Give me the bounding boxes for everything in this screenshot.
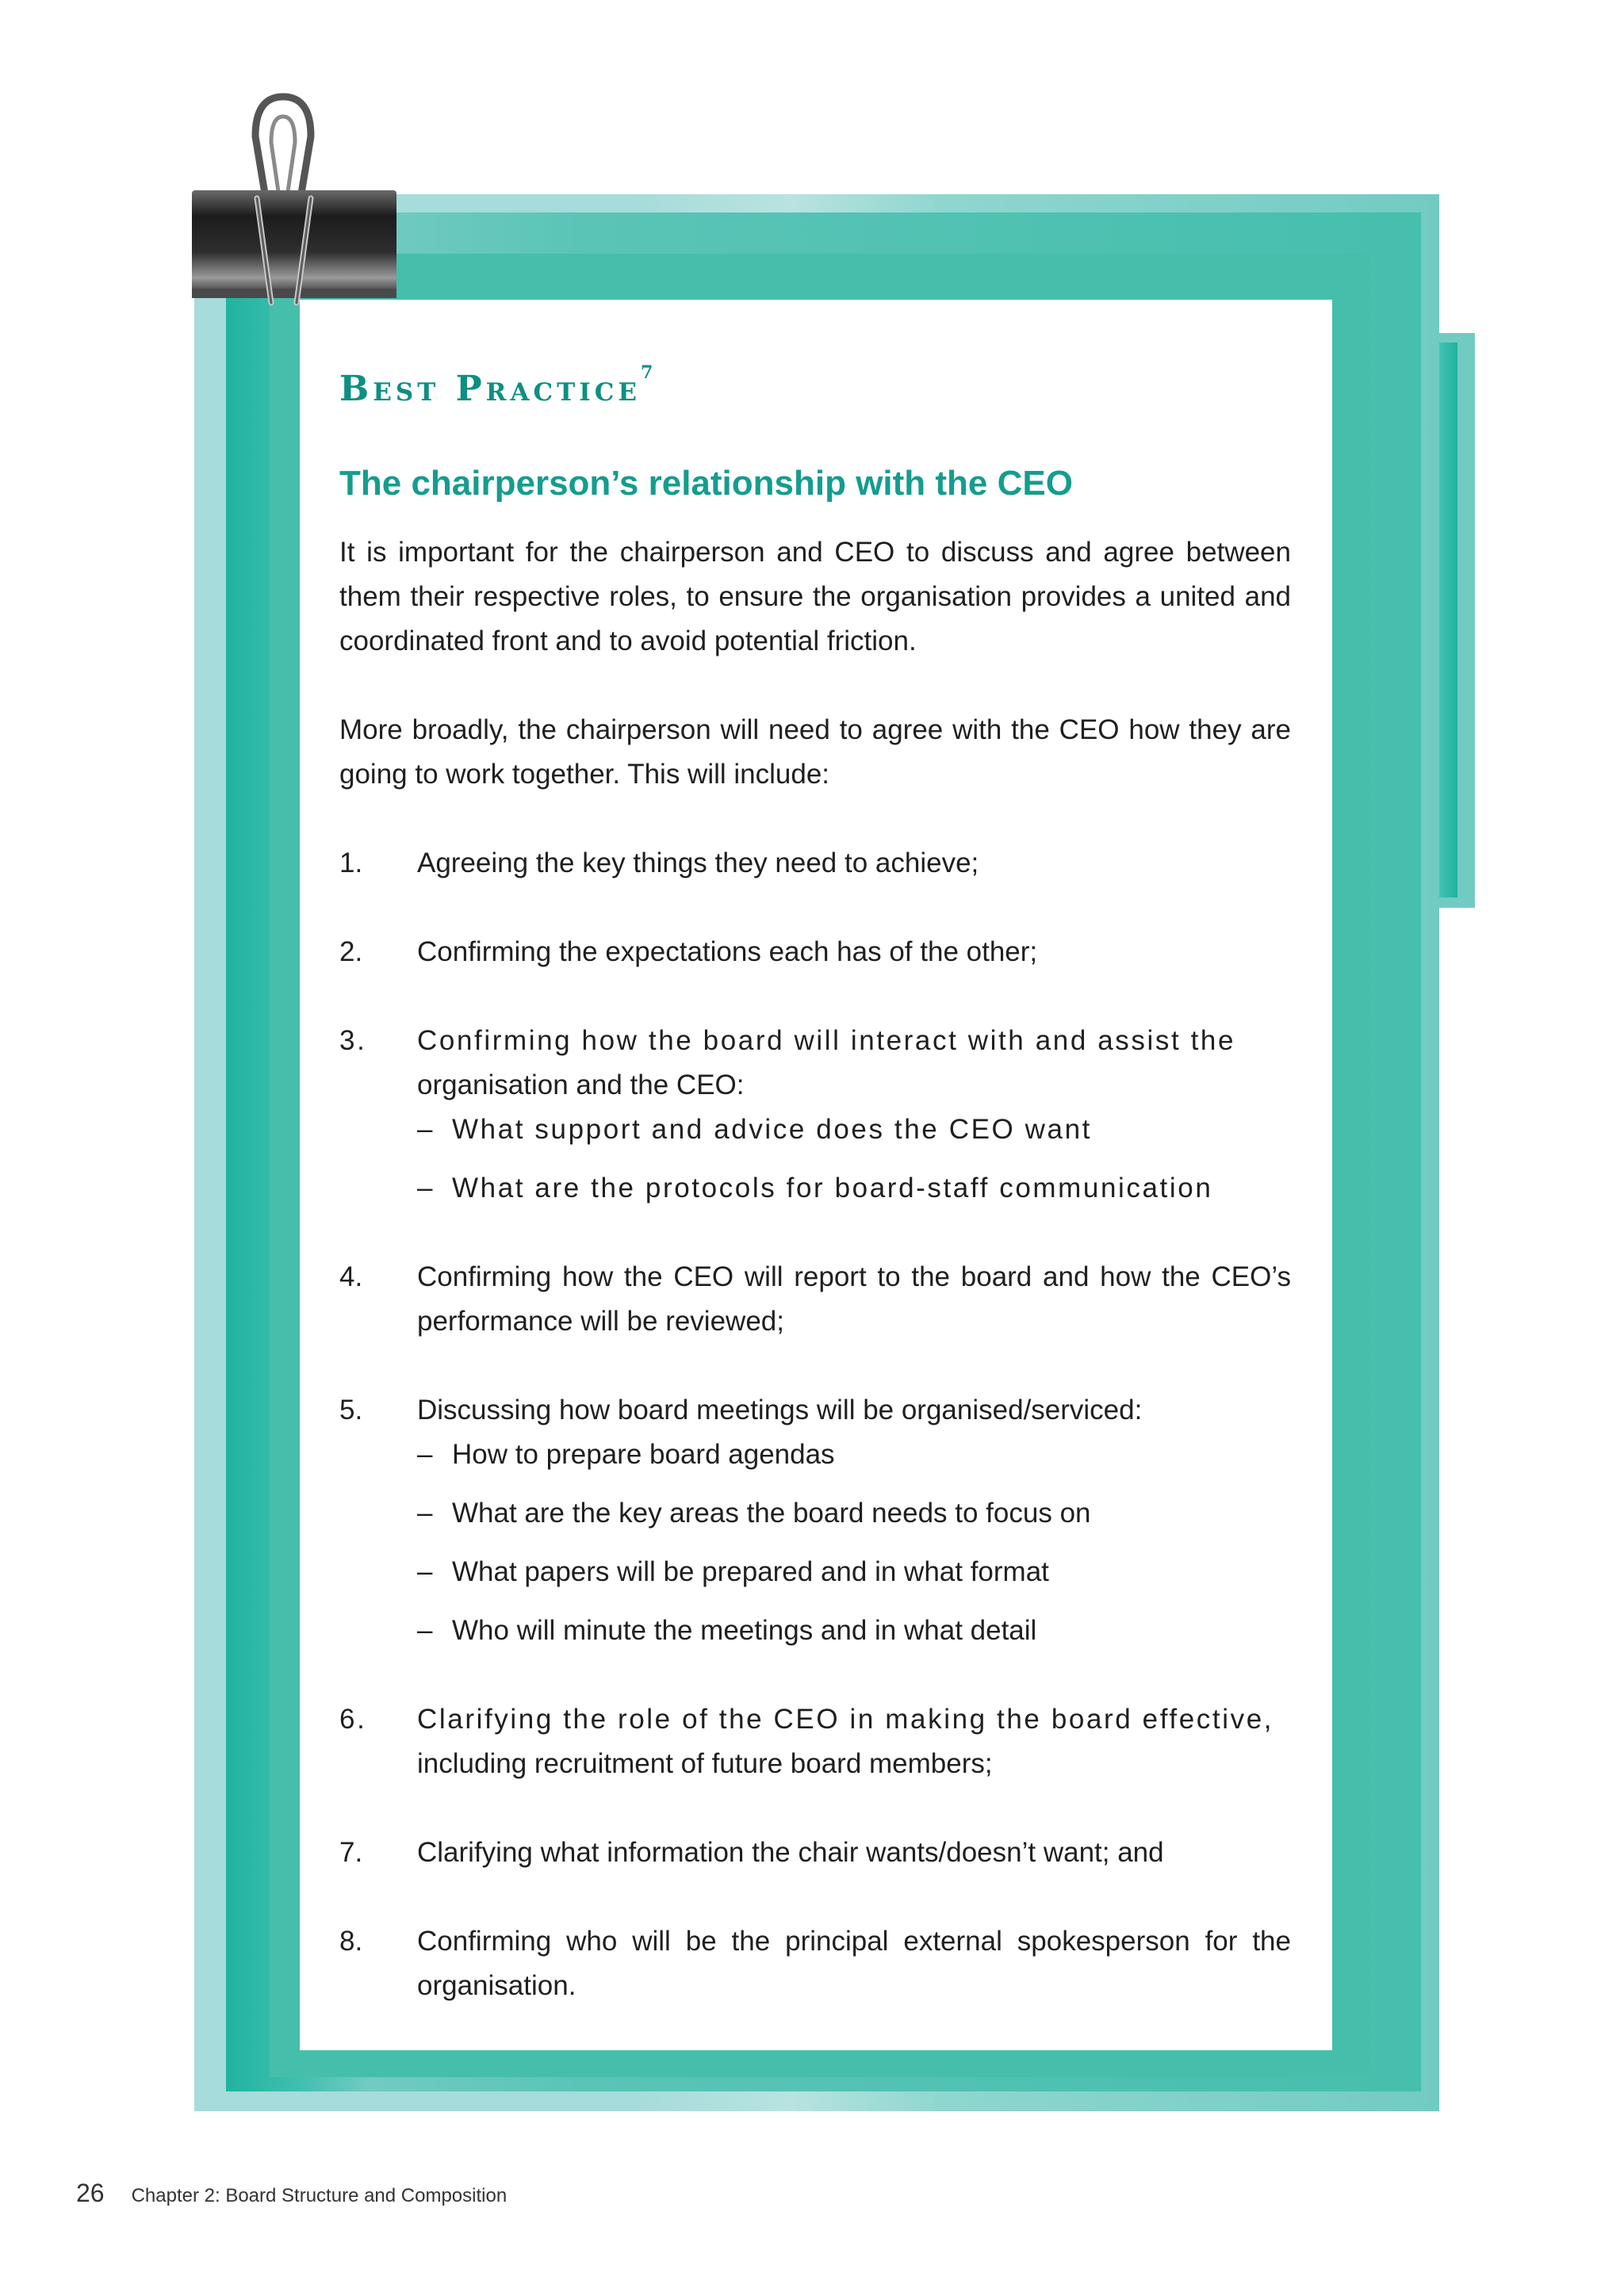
list-number: 8. <box>339 1926 363 1957</box>
heading-text: Best Practice <box>339 369 642 409</box>
list-text: Confirming the expectations each has of the other; <box>417 936 1038 967</box>
sub-item-text: How to prepare board agendas <box>452 1439 835 1470</box>
sub-item-text: What are the protocols for board-staff communication <box>452 1173 1213 1203</box>
footnote-marker: 7 <box>641 362 653 383</box>
dash-bullet: – <box>417 1114 435 1145</box>
section-subheading: The chairperson’s relationship with the CEO <box>339 464 1073 503</box>
sub-list <box>417 1433 1291 1653</box>
dash-bullet: – <box>417 1439 433 1470</box>
list-item <box>339 1831 1291 1875</box>
list-number: 7. <box>339 1837 363 1868</box>
dash-bullet: – <box>417 1556 433 1587</box>
list-item <box>339 930 1291 974</box>
chapter-title: Chapter 2: Board Structure and Composition <box>131 2185 508 2206</box>
list-number: 2. <box>339 936 363 967</box>
list-text: Clarifying the role of the CEO in making the board effective, <box>417 1704 1274 1735</box>
agreement-list <box>339 841 1291 2008</box>
sub-item <box>417 1433 1291 1477</box>
list-item <box>339 1697 1291 1786</box>
intro-paragraph: It is important for the chairperson and CEO to discuss and agree between them their respective roles, to ensure the organisation provides a united and coordinated front and to avoid potential friction. <box>339 537 1291 656</box>
sub-item <box>417 1491 1291 1536</box>
binder-clip-icon <box>192 89 398 311</box>
list-text: Discussing how board meetings will be organised/serviced: <box>417 1395 1143 1425</box>
dash-bullet: – <box>417 1498 433 1529</box>
sub-item <box>417 1550 1291 1594</box>
list-number: 6. <box>339 1704 367 1735</box>
sub-item-text: What papers will be prepared and in what format <box>452 1556 1049 1587</box>
list-text: Confirming how the CEO will report to the board and how the CEO’s performance will be reviewed; <box>417 1261 1291 1337</box>
list-text: Confirming who will be the principal external spokesperson for the organisation. <box>417 1926 1291 2001</box>
page-number: 26 <box>76 2179 105 2207</box>
sub-item-text: What support and advice does the CEO want <box>452 1114 1092 1145</box>
sub-item <box>417 1166 1291 1211</box>
sub-item <box>417 1108 1291 1152</box>
best-practice-box <box>339 341 1291 2008</box>
list-number: 5. <box>339 1395 363 1425</box>
best-practice-heading <box>339 341 1291 421</box>
list-number: 3. <box>339 1025 367 1056</box>
scope-paragraph: More broadly, the chairperson will need to agree with the CEO how they are going to work together. This will include: <box>339 714 1291 790</box>
list-text-continued: including recruitment of future board members; <box>417 1748 993 1779</box>
sub-item-text: Who will minute the meetings and in what detail <box>452 1615 1037 1646</box>
list-item <box>339 841 1291 886</box>
dash-bullet: – <box>417 1615 433 1646</box>
sub-item-text: What are the key areas the board needs to focus on <box>452 1498 1091 1529</box>
list-text: Confirming how the board will interact with and assist the <box>417 1025 1236 1056</box>
list-item <box>339 1919 1291 2008</box>
list-text: Clarifying what information the chair wants/doesn’t want; and <box>417 1837 1164 1868</box>
list-number: 4. <box>339 1261 363 1292</box>
list-text: Agreeing the key things they need to achieve; <box>417 848 979 878</box>
list-text-continued: organisation and the CEO: <box>417 1070 745 1100</box>
list-item <box>339 1388 1291 1653</box>
dash-bullet: – <box>417 1173 435 1203</box>
list-number: 1. <box>339 848 363 878</box>
list-item <box>339 1019 1291 1211</box>
sub-item <box>417 1609 1291 1653</box>
list-item <box>339 1255 1291 1344</box>
page-footer <box>76 2179 507 2208</box>
sub-list <box>417 1108 1291 1211</box>
